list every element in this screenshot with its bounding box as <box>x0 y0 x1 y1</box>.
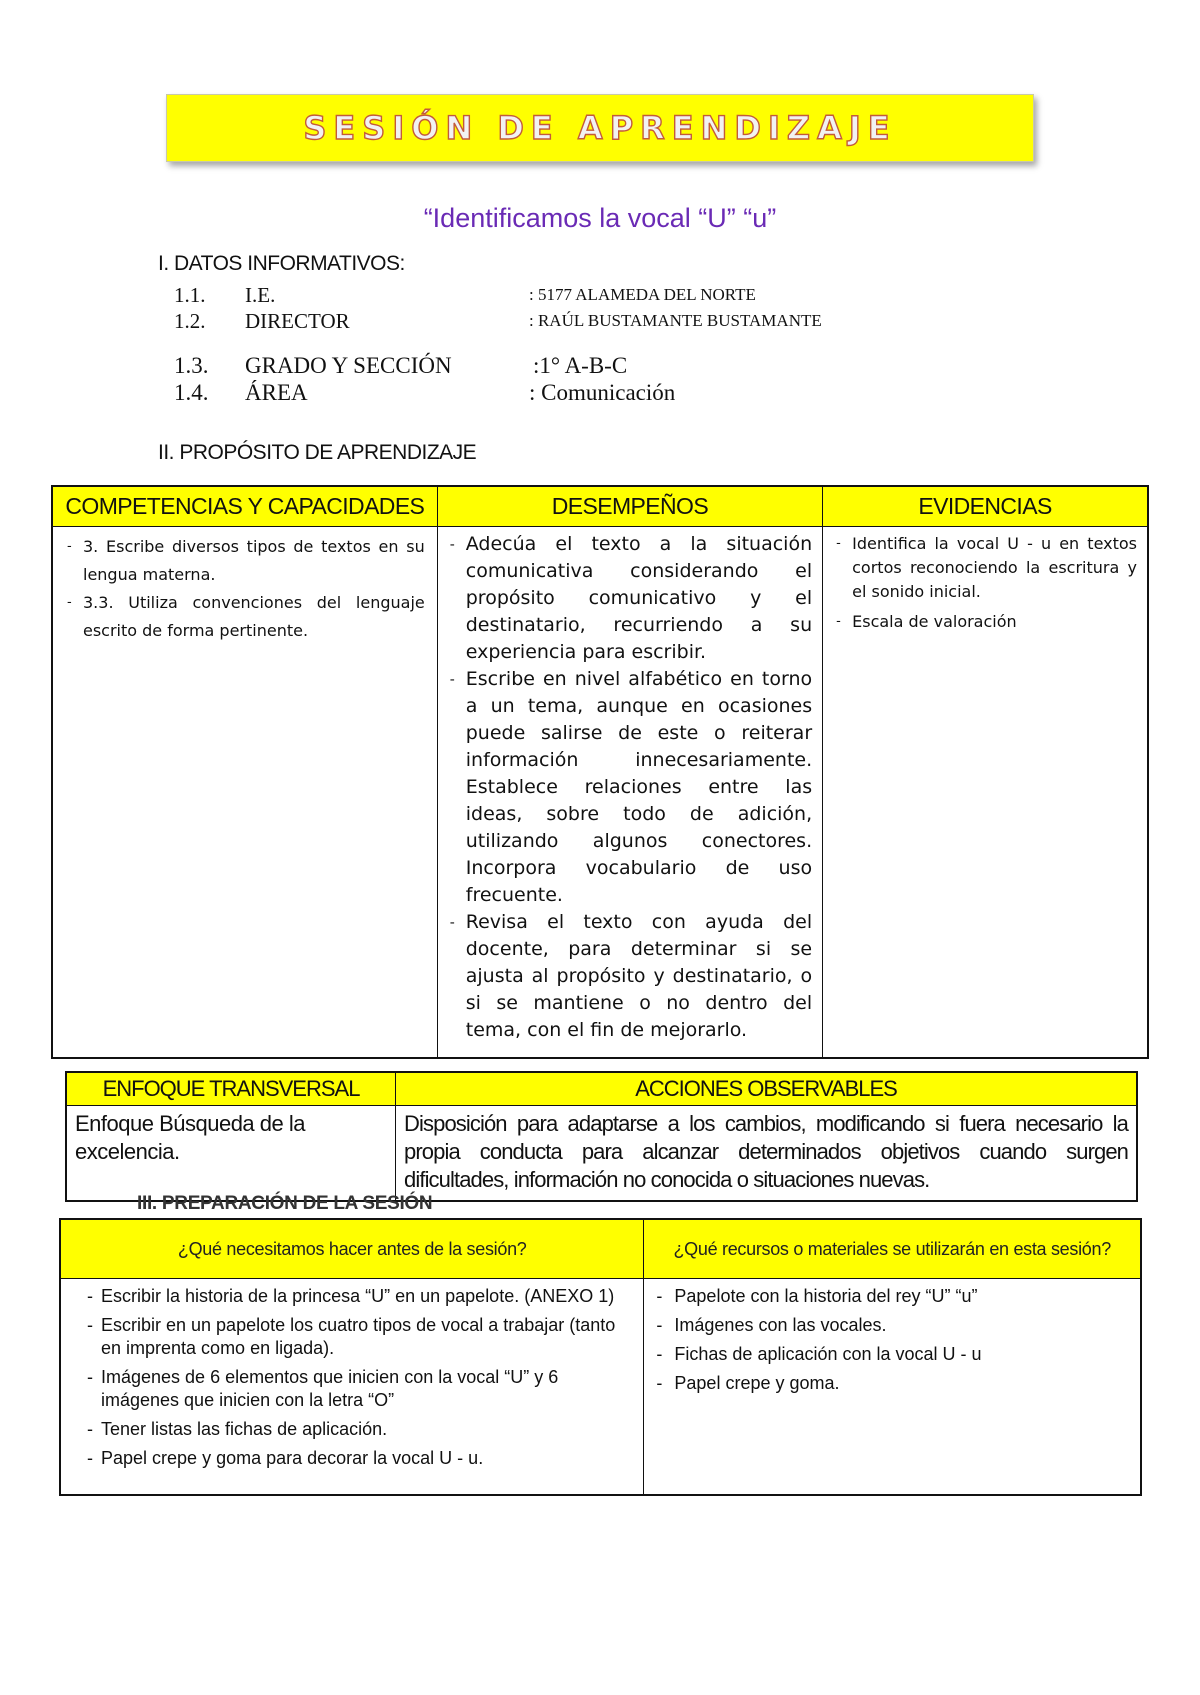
list-item: - Imágenes de 6 elementos que inicien con la vocal “U” y 6 imágenes que inicien con la letra “O” <box>101 1366 631 1412</box>
list-item: - Papel crepe y goma para decorar la vocal U - u. <box>101 1447 631 1470</box>
list-item: - Tener listas las fichas de aplicación. <box>101 1418 631 1441</box>
recursos-cell <box>644 1279 1141 1496</box>
list-item: - Identifica la vocal U - u en textos cortos reconociendo la escritura y el sonido inicial. <box>852 532 1137 604</box>
list-item: - Papel crepe y goma. <box>674 1372 1128 1395</box>
info-block <box>174 283 1074 413</box>
info-label: ÁREA <box>245 380 308 405</box>
info-label: GRADO Y SECCIÓN <box>245 353 452 378</box>
info-num: 1.2. <box>174 309 206 333</box>
info-label: DIRECTOR <box>245 309 350 333</box>
info-value: : 5177 ALAMEDA DEL NORTE <box>529 285 756 304</box>
session-title: “Identificamos la vocal “U” “u” <box>423 203 777 233</box>
info-row <box>174 380 1074 408</box>
list-item: - Papelote con la historia del rey “U” “u” <box>674 1285 1128 1308</box>
header-recursos: ¿Qué recursos o materiales se utilizarán en esta sesión? <box>644 1219 1141 1279</box>
list-item: - Escribir la historia de la princesa “U” en un papelote. (ANEXO 1) <box>101 1285 631 1308</box>
info-row <box>174 283 1074 309</box>
info-value: : Comunicación <box>529 380 676 405</box>
list-item: - 3. Escribe diversos tipos de textos en su lengua materna. <box>83 533 425 589</box>
banner-title: SESIÓN DE APRENDIZAJE <box>303 109 897 147</box>
list-item: - Escribe en nivel alfabético en torno a un tema, aunque en ocasiones puede salirse de este o reiterar información innecesariamente. Establece relaciones entre las ideas, sobre todo de adición, utilizando algunos conectores. Incorpora vocabulario de uso frecuente. <box>466 666 812 909</box>
info-value: : RAÚL BUSTAMANTE BUSTAMANTE <box>529 311 822 330</box>
info-num: 1.3. <box>174 353 209 378</box>
list-item: - Fichas de aplicación con la vocal U - u <box>674 1343 1128 1366</box>
list-item: - 3.3. Utiliza convenciones del lenguaje escrito de forma pertinente. <box>83 589 425 645</box>
enfoque-cell: Enfoque Búsqueda de la excelencia. <box>66 1106 396 1202</box>
list-item: - Imágenes con las vocales. <box>674 1314 1128 1337</box>
info-value: :1° A-B-C <box>533 353 628 378</box>
header-enfoque: ENFOQUE TRANSVERSAL <box>66 1072 396 1106</box>
info-num: 1.4. <box>174 380 209 405</box>
section-heading-proposito: II. PROPÓSITO DE APRENDIZAJE <box>158 441 477 464</box>
desempenos-cell <box>437 527 822 1059</box>
preparation-table <box>59 1218 1142 1496</box>
section-heading-datos: I. DATOS INFORMATIVOS: <box>158 252 405 275</box>
header-acciones: ACCIONES OBSERVABLES <box>396 1072 1137 1106</box>
header-evidencias: EVIDENCIAS <box>823 486 1148 527</box>
list-item: - Revisa el texto con ayuda del docente, para determinar si se ajusta al propósito y destinatario, o si se mantiene o no dentro del tema, con el fin de mejorarlo. <box>466 909 812 1044</box>
title-banner <box>166 94 1034 162</box>
evidencias-cell <box>823 527 1148 1059</box>
header-antes: ¿Qué necesitamos hacer antes de la sesión? <box>60 1219 644 1279</box>
info-row <box>174 309 1074 335</box>
enfoque-table <box>65 1071 1138 1202</box>
info-label: I.E. <box>245 283 276 307</box>
list-item: - Escribir en un papelote los cuatro tipos de vocal a trabajar (tanto en imprenta como en ligada). <box>101 1314 631 1360</box>
section-heading-preparacion: III. PREPARACIÓN DE LA SESIÓN <box>137 1193 433 1214</box>
acciones-cell: Disposición para adaptarse a los cambios, modificando si fuera necesario la propia conducta para alcanzar determinados objetivos cuando surgen dificultades, información no conocida o situaciones nuevas. <box>396 1106 1137 1202</box>
list-item: - Adecúa el texto a la situación comunicativa considerando el propósito comunicativo y el destinatario, recurriendo a su experiencia para escribir. <box>466 531 812 666</box>
header-competencias: COMPETENCIAS Y CAPACIDADES <box>52 486 437 527</box>
info-row <box>174 353 1074 381</box>
list-item: - Escala de valoración <box>852 610 1137 634</box>
header-desempenos: DESEMPEÑOS <box>437 486 822 527</box>
purpose-table <box>51 485 1149 1059</box>
competencias-cell <box>52 527 437 1059</box>
info-num: 1.1. <box>174 283 206 307</box>
antes-cell <box>60 1279 644 1496</box>
